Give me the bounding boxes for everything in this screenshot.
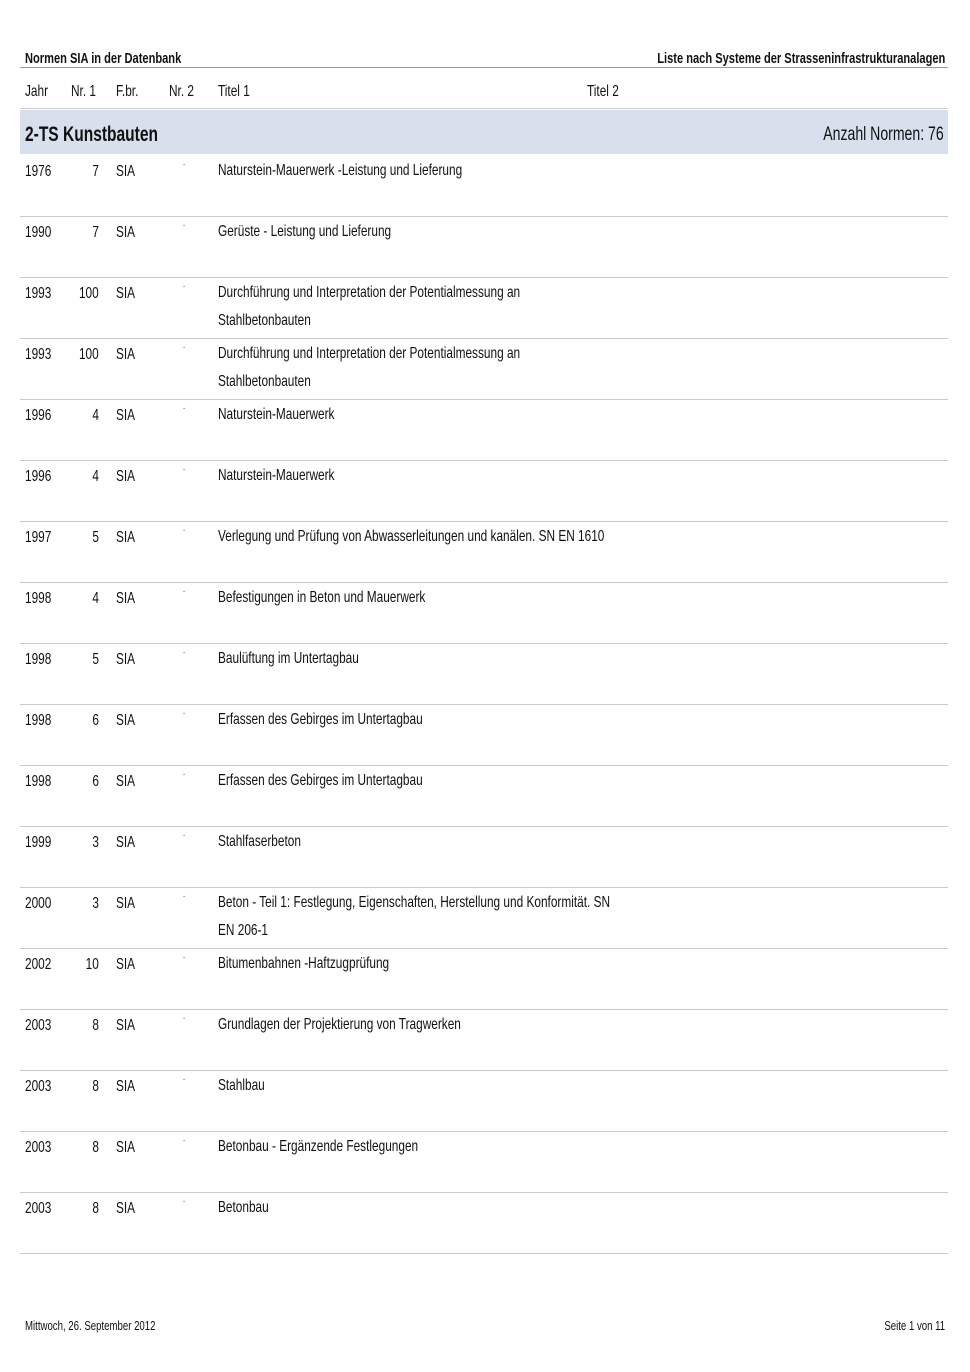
cell-nr1: 6 — [92, 712, 99, 729]
table-row — [20, 1071, 948, 1132]
cell-fbr: SIA — [116, 651, 136, 668]
cell-fbr: SIA — [116, 895, 136, 912]
cell-nr1: 8 — [92, 1200, 99, 1217]
cell-fbr: SIA — [116, 773, 136, 790]
cell-fbr: SIA — [116, 590, 136, 607]
titel1-line: Betonbau — [218, 1199, 269, 1216]
group-count: Anzahl Normen: 76 — [823, 124, 944, 145]
cell-titel1 — [218, 828, 330, 856]
cell-nr1: 5 — [92, 651, 99, 668]
titel1-line: Naturstein-Mauerwerk — [218, 406, 335, 423]
cell-fbr: SIA — [116, 224, 136, 241]
cell-fbr: SIA — [116, 1017, 136, 1034]
cell-nr2: - — [183, 464, 186, 474]
cell-jahr: 1997 — [25, 529, 52, 546]
table-row — [20, 583, 948, 644]
cell-nr2: - — [183, 342, 186, 352]
titel1-line: Erfassen des Gebirges im Untertagbau — [218, 711, 423, 728]
titel1-line: Gerüste - Leistung und Lieferung — [218, 223, 392, 240]
table-row — [20, 644, 948, 705]
cell-nr1: 8 — [92, 1017, 99, 1034]
cell-jahr: 1976 — [25, 163, 52, 180]
cell-nr2: - — [183, 403, 186, 413]
table-row — [20, 217, 948, 278]
column-header-titel1: Titel 1 — [218, 83, 250, 100]
cell-titel1 — [218, 523, 740, 551]
cell-nr1: 100 — [79, 285, 99, 302]
header-divider — [20, 108, 948, 109]
table-row — [20, 827, 948, 888]
cell-fbr: SIA — [116, 1139, 136, 1156]
column-header-fbr: F.br. — [116, 83, 139, 100]
cell-jahr: 1993 — [25, 346, 52, 363]
cell-titel1 — [218, 1133, 488, 1161]
cell-jahr: 1999 — [25, 834, 52, 851]
cell-jahr: 1998 — [25, 590, 52, 607]
titel1-line: Stahlbetonbauten — [218, 312, 311, 329]
cell-nr1: 3 — [92, 834, 99, 851]
cell-nr1: 7 — [92, 224, 99, 241]
cell-fbr: SIA — [116, 1200, 136, 1217]
cell-nr2: - — [183, 1013, 186, 1023]
cell-nr1: 100 — [79, 346, 99, 363]
table-row — [20, 156, 948, 217]
cell-fbr: SIA — [116, 956, 136, 973]
report-title: Normen SIA in der Datenbank — [25, 50, 182, 67]
titel1-line: Naturstein-Mauerwerk — [218, 467, 335, 484]
titel1-line: Durchführung und Interpretation der Potentialmessung an — [218, 284, 521, 301]
titel1-line: Bitumenbahnen -Haftzugprüfung — [218, 955, 390, 972]
table-row — [20, 888, 948, 949]
cell-jahr: 2003 — [25, 1139, 52, 1156]
titel1-line: Betonbau - Ergänzende Festlegungen — [218, 1138, 419, 1155]
table-row — [20, 705, 948, 766]
cell-nr1: 4 — [92, 590, 99, 607]
cell-jahr: 1990 — [25, 224, 52, 241]
report-subtitle: Liste nach Systeme der Strasseninfrastrukturanalagen — [656, 50, 945, 67]
standards-table — [20, 156, 948, 1254]
cell-fbr: SIA — [116, 346, 136, 363]
column-header-jahr: Jahr — [25, 83, 49, 100]
cell-jahr: 1998 — [25, 712, 52, 729]
cell-jahr: 1996 — [25, 468, 52, 485]
cell-jahr: 1996 — [25, 407, 52, 424]
column-header-nr2: Nr. 2 — [169, 83, 195, 100]
cell-jahr: 1993 — [25, 285, 52, 302]
table-row — [20, 461, 948, 522]
table-row — [20, 1132, 948, 1193]
table-row — [20, 400, 948, 461]
cell-nr2: - — [183, 708, 186, 718]
cell-fbr: SIA — [116, 468, 136, 485]
footer-date: Mittwoch, 26. September 2012 — [25, 1318, 156, 1333]
footer-page-number: Seite 1 von 11 — [884, 1318, 945, 1333]
cell-nr1: 3 — [92, 895, 99, 912]
titel1-line: EN 206-1 — [218, 922, 269, 939]
group-title: 2-TS Kunstbauten — [25, 123, 158, 146]
cell-nr1: 4 — [92, 407, 99, 424]
titel1-line: Grundlagen der Projektierung von Tragwerken — [218, 1016, 461, 1033]
cell-fbr: SIA — [116, 407, 136, 424]
cell-titel1 — [218, 1011, 546, 1039]
cell-nr2: - — [183, 891, 186, 901]
cell-titel1 — [218, 645, 408, 673]
titel1-line: Beton - Teil 1: Festlegung, Eigenschaften, Herstellung und Konformität. SN — [218, 894, 611, 911]
cell-titel1 — [218, 157, 548, 185]
cell-fbr: SIA — [116, 285, 136, 302]
column-header-titel2: Titel 2 — [587, 83, 619, 100]
cell-nr1: 8 — [92, 1139, 99, 1156]
titel1-line: Stahlfaserbeton — [218, 833, 301, 850]
cell-titel1 — [218, 340, 626, 396]
cell-nr1: 4 — [92, 468, 99, 485]
cell-titel1 — [218, 462, 375, 490]
table-row — [20, 1010, 948, 1071]
cell-jahr: 2002 — [25, 956, 52, 973]
cell-nr2: - — [183, 647, 186, 657]
titel1-line: Stahlbau — [218, 1077, 265, 1094]
cell-titel1 — [218, 767, 495, 795]
cell-jahr: 2003 — [25, 1200, 52, 1217]
table-row — [20, 766, 948, 827]
cell-jahr: 1998 — [25, 651, 52, 668]
cell-titel1 — [218, 889, 748, 945]
cell-titel1 — [218, 584, 498, 612]
table-row — [20, 339, 948, 400]
cell-titel1 — [218, 1072, 281, 1100]
table-row — [20, 949, 948, 1010]
cell-nr2: - — [183, 1074, 186, 1084]
cell-nr1: 8 — [92, 1078, 99, 1095]
table-row — [20, 1193, 948, 1254]
cell-jahr: 2003 — [25, 1017, 52, 1034]
cell-nr2: - — [183, 281, 186, 291]
cell-titel1 — [218, 950, 449, 978]
titel1-line: Durchführung und Interpretation der Potentialmessung an — [218, 345, 521, 362]
cell-jahr: 1998 — [25, 773, 52, 790]
cell-fbr: SIA — [116, 163, 136, 180]
cell-nr2: - — [183, 1135, 186, 1145]
group-header — [20, 110, 948, 154]
titel1-line: Befestigungen in Beton und Mauerwerk — [218, 589, 426, 606]
cell-titel1 — [218, 706, 495, 734]
cell-nr1: 10 — [85, 956, 99, 973]
cell-nr1: 7 — [92, 163, 99, 180]
cell-titel1 — [218, 279, 626, 335]
cell-nr2: - — [183, 159, 186, 169]
cell-nr2: - — [183, 525, 186, 535]
table-row — [20, 522, 948, 583]
cell-titel1 — [218, 218, 452, 246]
cell-nr2: - — [183, 586, 186, 596]
titel1-line: Erfassen des Gebirges im Untertagbau — [218, 772, 423, 789]
cell-nr2: - — [183, 220, 186, 230]
titel1-line: Verlegung und Prüfung von Abwasserleitungen und kanälen. SN EN 1610 — [218, 528, 605, 545]
cell-jahr: 2000 — [25, 895, 52, 912]
cell-fbr: SIA — [116, 834, 136, 851]
cell-fbr: SIA — [116, 1078, 136, 1095]
cell-nr1: 5 — [92, 529, 99, 546]
cell-nr2: - — [183, 769, 186, 779]
cell-titel1 — [218, 1194, 287, 1222]
titel1-line: Stahlbetonbauten — [218, 373, 311, 390]
titel1-line: Naturstein-Mauerwerk -Leistung und Lieferung — [218, 162, 463, 179]
cell-titel1 — [218, 401, 375, 429]
cell-nr2: - — [183, 1196, 186, 1206]
cell-fbr: SIA — [116, 529, 136, 546]
title-divider — [20, 67, 948, 68]
table-row — [20, 278, 948, 339]
cell-nr2: - — [183, 952, 186, 962]
cell-nr1: 6 — [92, 773, 99, 790]
titel1-line: Baulüftung im Untertagbau — [218, 650, 359, 667]
cell-nr2: - — [183, 830, 186, 840]
cell-fbr: SIA — [116, 712, 136, 729]
column-header-nr1: Nr. 1 — [71, 83, 97, 100]
cell-jahr: 2003 — [25, 1078, 52, 1095]
